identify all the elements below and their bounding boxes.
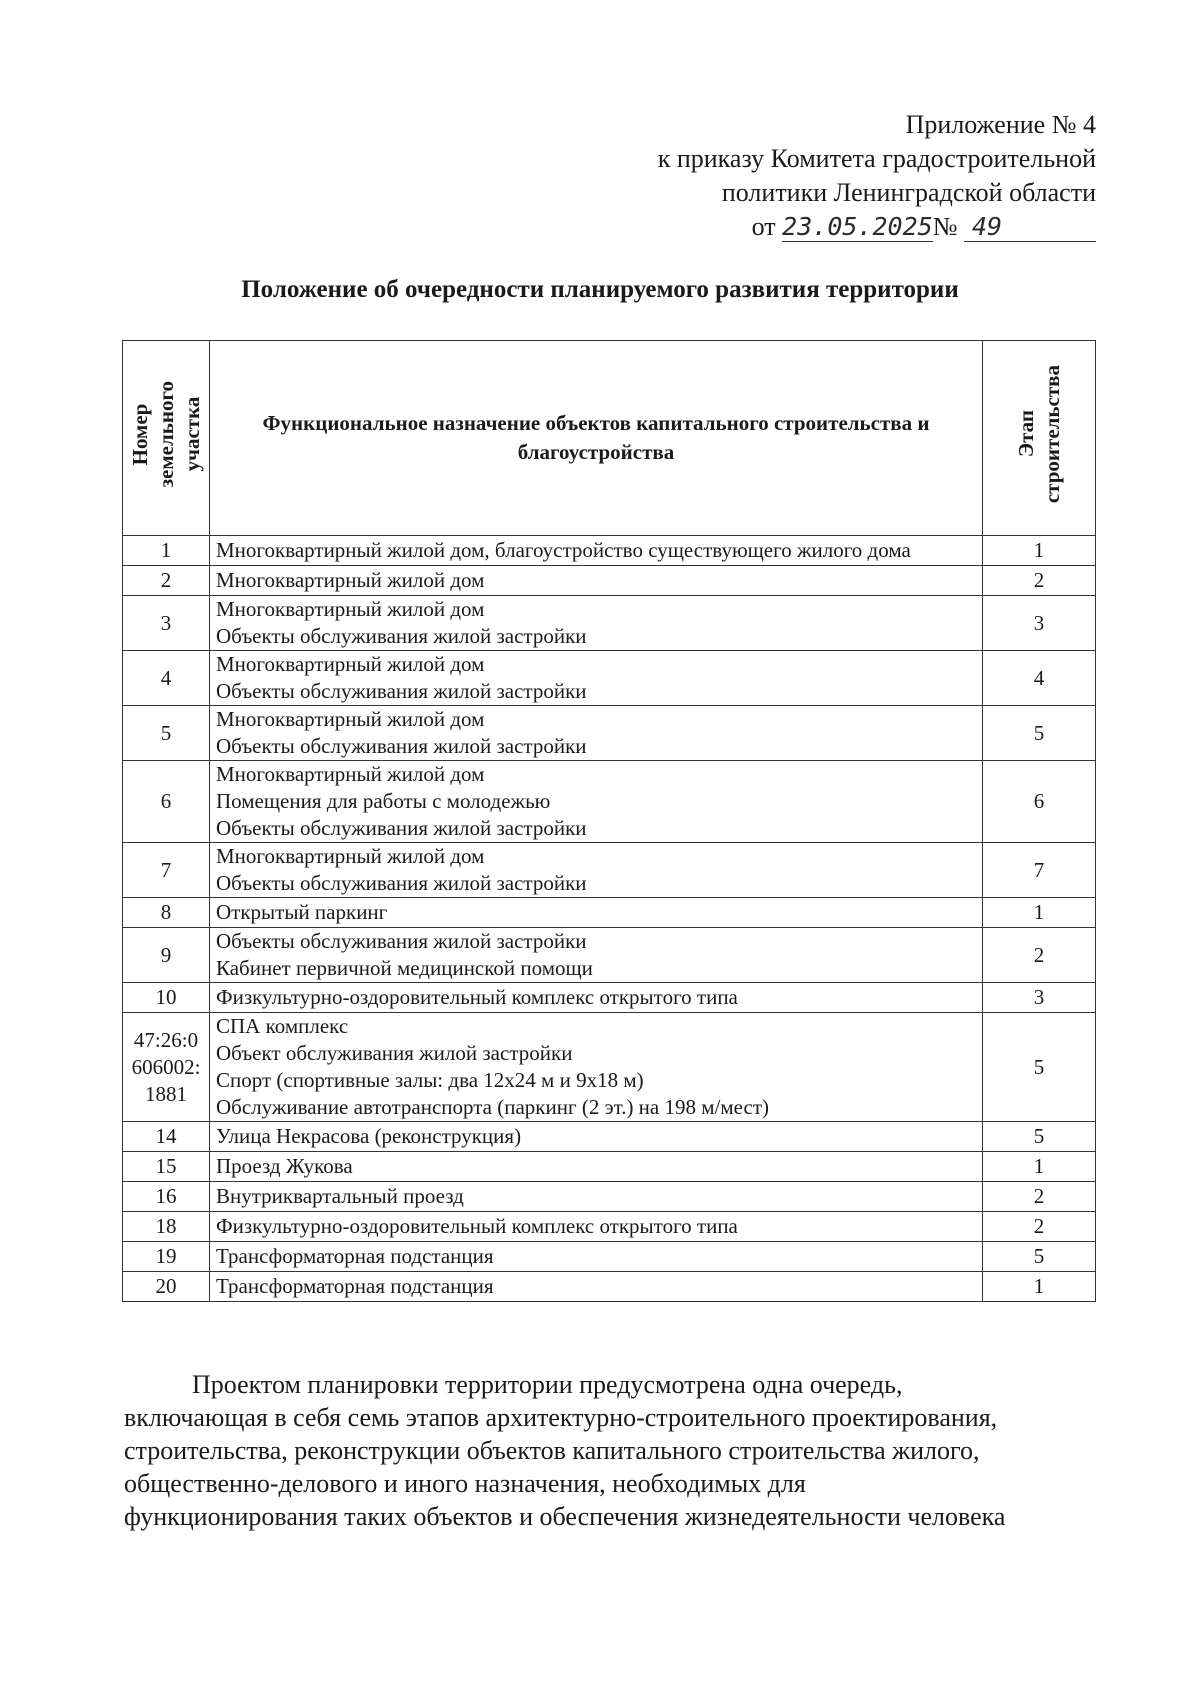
stage-cell: 5: [983, 706, 1096, 761]
purpose-line: Трансформаторная подстанция: [216, 1244, 494, 1268]
plot-number-cell: 7: [123, 843, 210, 898]
stage-cell: 2: [983, 1212, 1096, 1242]
purpose-line: Многоквартирный жилой дом: [216, 652, 485, 676]
plot-number-cell: 4: [123, 651, 210, 706]
plot-number-cell: 6: [123, 761, 210, 843]
stage-cell: 5: [983, 1242, 1096, 1272]
document-header: [658, 108, 1096, 244]
stage-cell: 1: [983, 536, 1096, 566]
committee-line: политики Ленинградской области: [721, 178, 1096, 207]
stage-cell: 7: [983, 843, 1096, 898]
plot-number-cell: 14: [123, 1122, 210, 1152]
plot-number-cell: 5: [123, 706, 210, 761]
table-row: [123, 1212, 1096, 1242]
table-row: [123, 596, 1096, 651]
document-title: Положение об очередности планируемого развития территории: [241, 276, 959, 303]
plot-number-cell: 2: [123, 566, 210, 596]
table-body: [123, 536, 1096, 1302]
stage-cell: 4: [983, 651, 1096, 706]
purpose-cell: [210, 928, 983, 983]
table-row: [123, 843, 1096, 898]
purpose-cell: [210, 843, 983, 898]
appendix-label: Приложение № 4: [905, 110, 1096, 139]
table-row: [123, 983, 1096, 1013]
stage-cell: 5: [983, 1013, 1096, 1122]
purpose-line: Объект обслуживания жилой застройки: [216, 1041, 573, 1065]
plot-number-cell: 8: [123, 898, 210, 928]
stage-cell: 5: [983, 1122, 1096, 1152]
stage-cell: 1: [983, 898, 1096, 928]
header-plot-number: [123, 341, 210, 536]
table-row: [123, 1242, 1096, 1272]
header-plot-number-text: Номер земельного участка: [128, 381, 204, 488]
body-line: общественно-делового и иного назначения, необходимых для: [124, 1469, 806, 1498]
stage-cell: 1: [983, 1152, 1096, 1182]
table-row: [123, 1122, 1096, 1152]
stage-cell: 2: [983, 928, 1096, 983]
purpose-line: Объекты обслуживания жилой застройки: [216, 871, 587, 895]
purpose-line: Трансформаторная подстанция: [216, 1274, 494, 1298]
stage-cell: 3: [983, 596, 1096, 651]
purpose-cell: [210, 1212, 983, 1242]
stage-cell: 6: [983, 761, 1096, 843]
plot-number-cell: 19: [123, 1242, 210, 1272]
purpose-cell: [210, 1182, 983, 1212]
purpose-line: Спорт (спортивные залы: два 12х24 м и 9х18 м): [216, 1068, 644, 1092]
plot-number-cell: 16: [123, 1182, 210, 1212]
purpose-cell: [210, 983, 983, 1013]
header-stage: [983, 341, 1096, 536]
header-stage-text: Этап строительства: [1014, 365, 1064, 504]
handwritten-date: 23.05.2025: [782, 212, 933, 241]
purpose-line: Объекты обслуживания жилой застройки: [216, 816, 587, 840]
purpose-line: Многоквартирный жилой дом, благоустройство существующего жилого дома: [216, 538, 911, 562]
purpose-line: Многоквартирный жилой дом: [216, 597, 485, 621]
table-row: [123, 706, 1096, 761]
plot-number-cell: 20: [123, 1272, 210, 1302]
table-row: [123, 898, 1096, 928]
purpose-cell: [210, 596, 983, 651]
table-row: [123, 1152, 1096, 1182]
order-reference-line: к приказу Комитета градостроительной: [657, 144, 1096, 173]
purpose-line: Многоквартирный жилой дом: [216, 762, 485, 786]
purpose-cell: [210, 761, 983, 843]
purpose-line: Физкультурно-оздоровительный комплекс открытого типа: [216, 1214, 738, 1238]
purpose-line: Обслуживание автотранспорта (паркинг (2 эт.) на 198 м/мест): [216, 1095, 769, 1119]
table-row: [123, 1013, 1096, 1122]
purpose-cell: [210, 651, 983, 706]
construction-stages-table: [122, 340, 1096, 1302]
purpose-line: Объекты обслуживания жилой застройки: [216, 624, 587, 648]
handwritten-order-number: 49: [964, 213, 1096, 242]
purpose-line: Проезд Жукова: [216, 1154, 353, 1178]
body-paragraph: [124, 1368, 1090, 1533]
table-row: [123, 761, 1096, 843]
body-line: включающая в себя семь этапов архитектурно-строительного проектирования,: [124, 1403, 998, 1432]
order-date-number-line: [658, 210, 1096, 244]
purpose-cell: [210, 898, 983, 928]
purpose-cell: [210, 566, 983, 596]
body-line: строительства, реконструкции объектов капитального строительства жилого,: [124, 1436, 980, 1465]
purpose-line: Физкультурно-оздоровительный комплекс открытого типа: [216, 985, 738, 1009]
purpose-cell: [210, 1013, 983, 1122]
plot-number-cell: 18: [123, 1212, 210, 1242]
stage-cell: 3: [983, 983, 1096, 1013]
plot-number-cell: 9: [123, 928, 210, 983]
table-row: [123, 566, 1096, 596]
purpose-line: Внутриквартальный проезд: [216, 1184, 464, 1208]
purpose-line: Кабинет первичной медицинской помощи: [216, 956, 593, 980]
plot-number-cell: 1: [123, 536, 210, 566]
body-line: функционирования таких объектов и обеспечения жизнедеятельности человека: [124, 1502, 1006, 1531]
purpose-line: Помещения для работы с молодежью: [216, 789, 551, 813]
plot-number-cell: 47:26:0 606002: 1881: [123, 1013, 210, 1122]
purpose-line: Объекты обслуживания жилой застройки: [216, 734, 587, 758]
purpose-line: Многоквартирный жилой дом: [216, 844, 485, 868]
purpose-cell: [210, 1272, 983, 1302]
stage-cell: 1: [983, 1272, 1096, 1302]
purpose-line: Многоквартирный жилой дом: [216, 568, 485, 592]
plot-number-cell: 3: [123, 596, 210, 651]
number-label: №: [932, 212, 958, 241]
purpose-cell: [210, 1152, 983, 1182]
header-purpose: Функциональное назначение объектов капитального строительства и благоустройства: [210, 341, 983, 536]
table-row: [123, 928, 1096, 983]
plot-number-cell: 10: [123, 983, 210, 1013]
purpose-cell: [210, 536, 983, 566]
plot-number-cell: 15: [123, 1152, 210, 1182]
purpose-cell: [210, 706, 983, 761]
table-row: [123, 651, 1096, 706]
purpose-line: Многоквартирный жилой дом: [216, 707, 485, 731]
stage-cell: 2: [983, 1182, 1096, 1212]
purpose-line: Объекты обслуживания жилой застройки: [216, 929, 587, 953]
from-label: от: [751, 212, 776, 241]
purpose-line: СПА комплекс: [216, 1014, 349, 1038]
purpose-line: Объекты обслуживания жилой застройки: [216, 679, 587, 703]
body-line: Проектом планировки территории предусмотрена одна очередь,: [192, 1370, 903, 1399]
purpose-cell: [210, 1242, 983, 1272]
table-row: [123, 1272, 1096, 1302]
purpose-cell: [210, 1122, 983, 1152]
table-row: [123, 1182, 1096, 1212]
purpose-line: Открытый паркинг: [216, 900, 388, 924]
table-header-row: [123, 341, 1096, 536]
table-row: [123, 536, 1096, 566]
stage-cell: 2: [983, 566, 1096, 596]
purpose-line: Улица Некрасова (реконструкция): [216, 1124, 522, 1148]
